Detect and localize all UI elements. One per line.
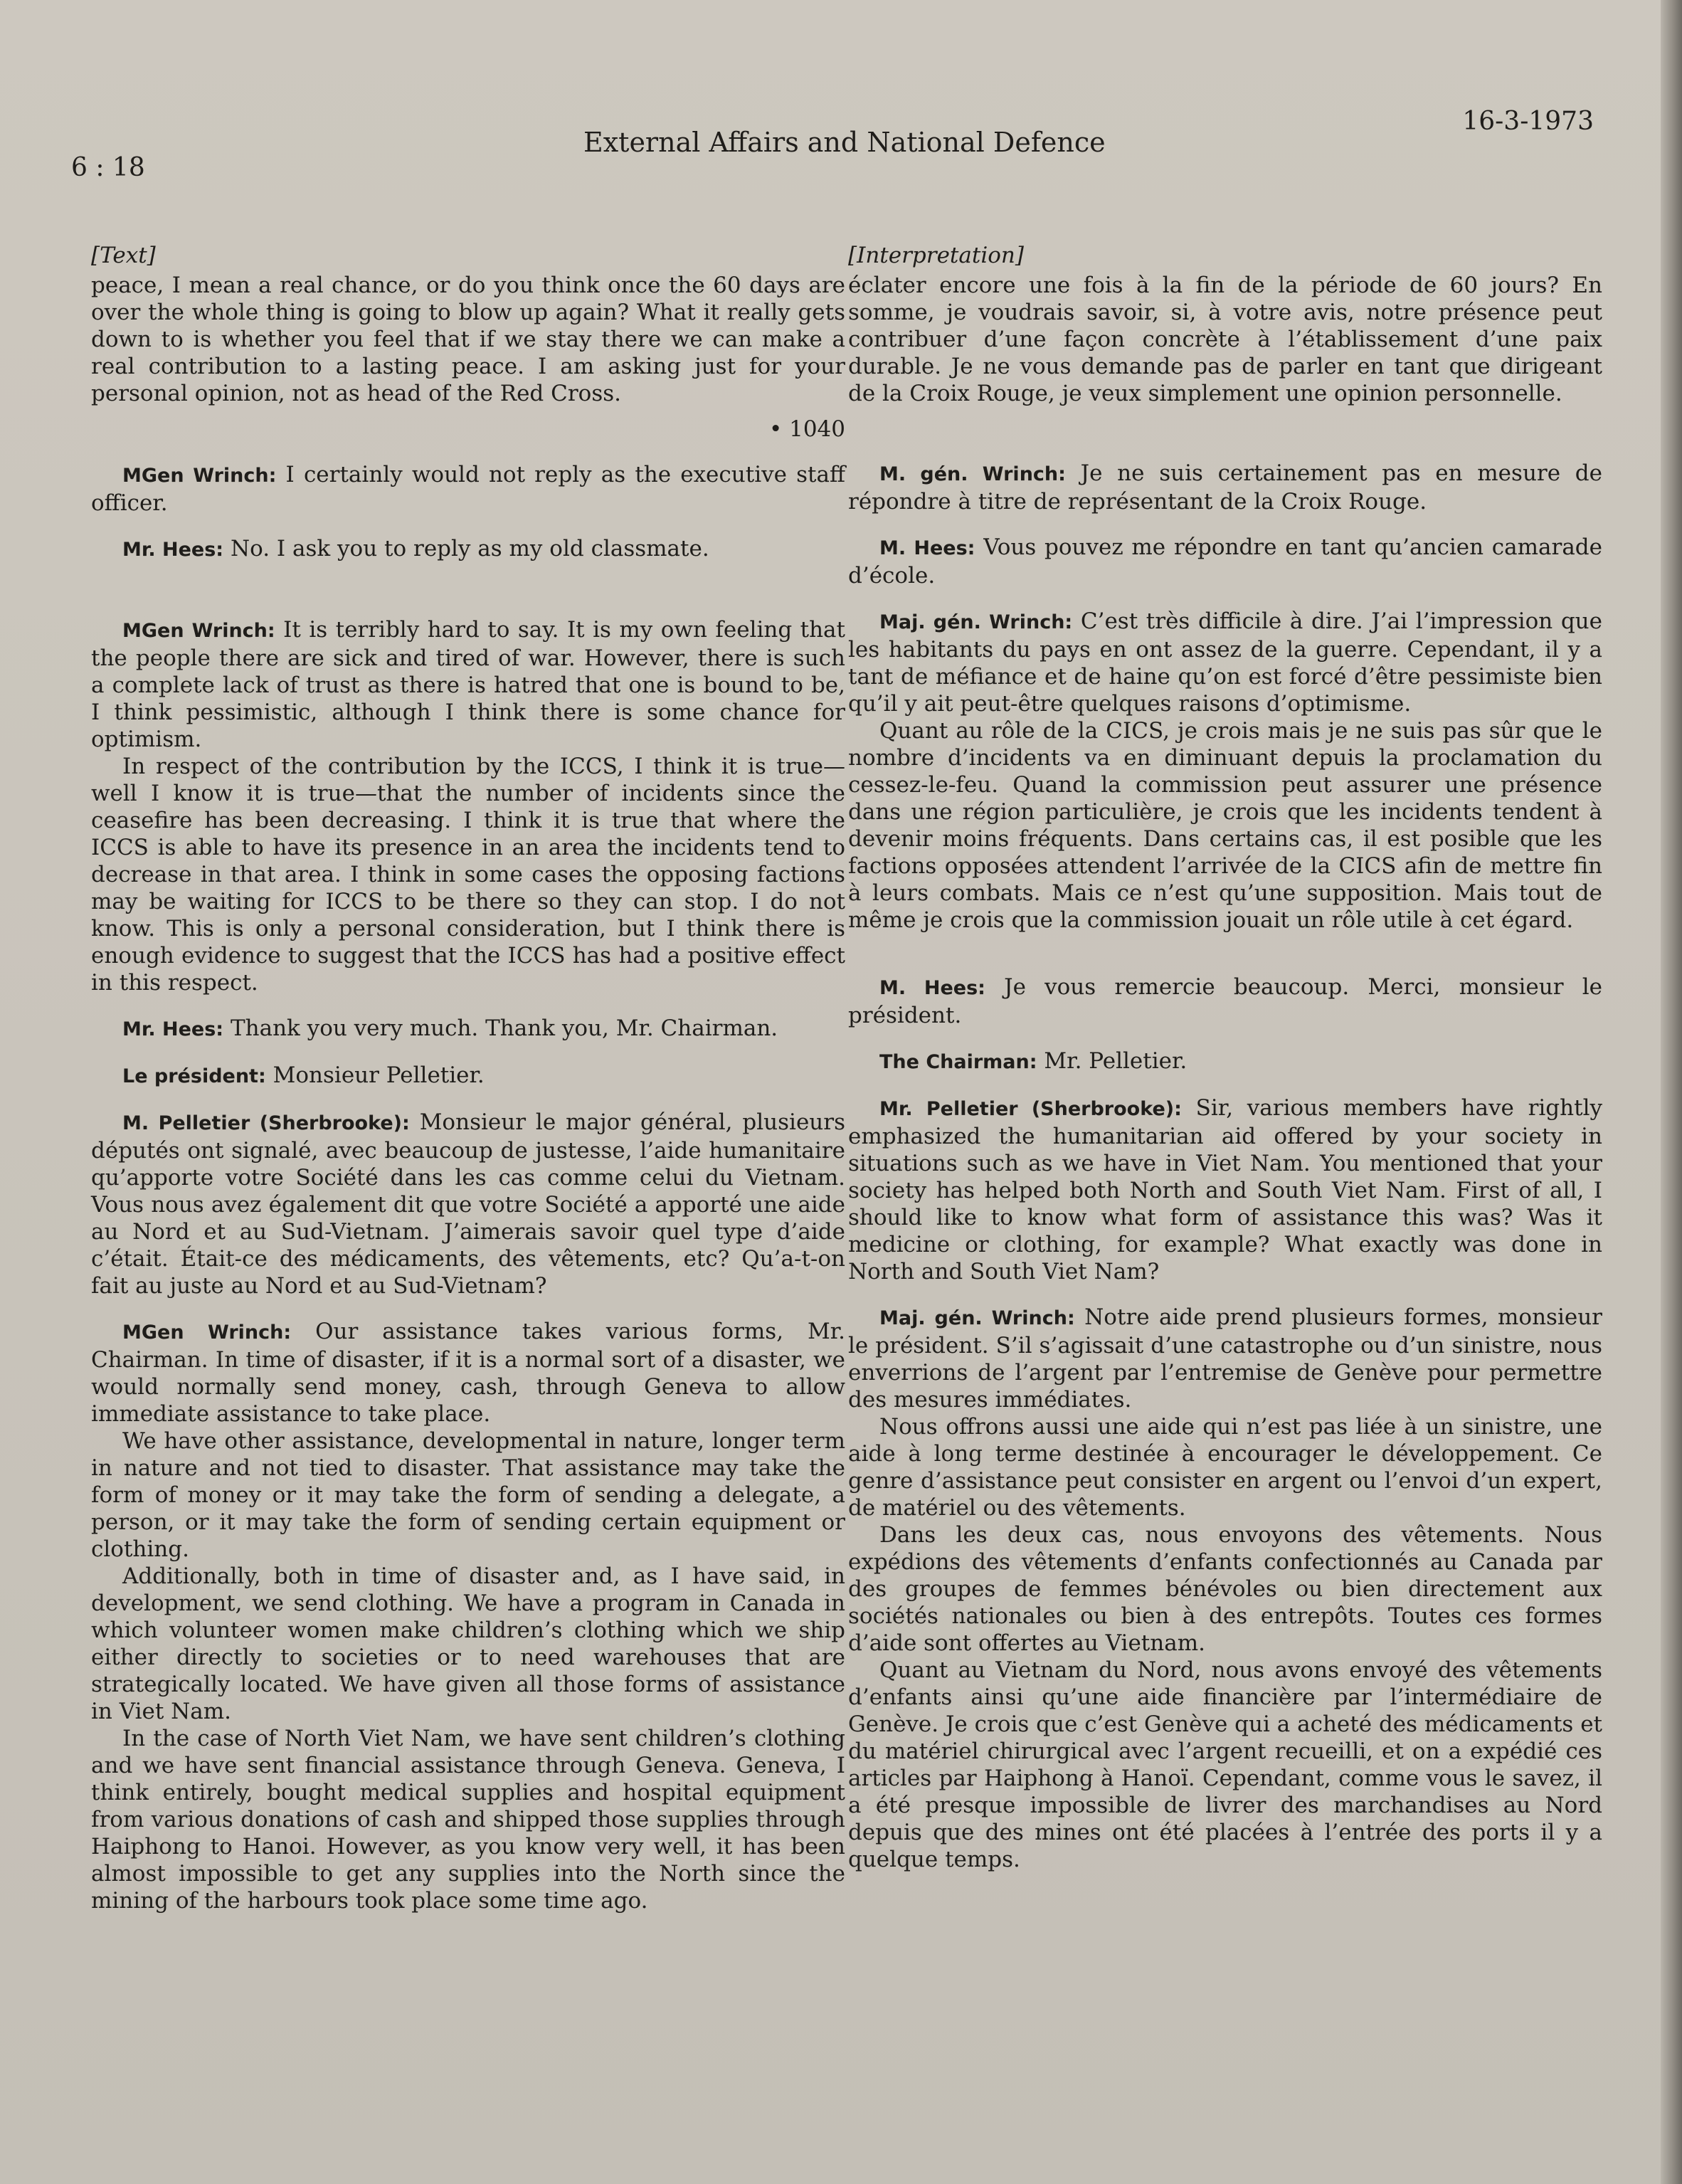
paragraph: Nous offrons aussi une aide qui n’est pas liée à un sinistre, une aide à long terme destinée à encourager le développement. Ce genre d’assistance peut consister en argent ou l’envoi d’un expert, de matériel ou des vêtements. bbox=[848, 1414, 1602, 1521]
paragraph: Dans les deux cas, nous envoyons des vêtements. Nous expédions des vêtements d’enfants confectionnés au Canada par des groupes de femmes bénévoles ou bien directement aux sociétés nationales ou bien à des entrepôts. Toutes ces formes d’aide sont offertes au Vietnam. bbox=[848, 1522, 1602, 1656]
speaker-name: Mr. Hees: bbox=[122, 1018, 224, 1040]
speaker-name: M. Hees: bbox=[879, 537, 975, 559]
speech-text: Monsieur Pelletier. bbox=[265, 1062, 485, 1088]
speech-text: Je vous remercie beaucoup. Merci, monsieur le président. bbox=[848, 974, 1602, 1028]
session-date: 16-3-1973 bbox=[1462, 107, 1594, 136]
speech bbox=[91, 461, 845, 517]
speech bbox=[848, 974, 1602, 1029]
interpretation-column bbox=[848, 242, 1602, 2092]
time-marker: • 1040 bbox=[768, 416, 845, 442]
speech-text: Notre aide prend plusieurs formes, monsieur le président. S’il s’agissait d’une catastrophe ou d’un sinistre, nous enverrions de l’argent par l’entremise de Genève pour permettre des mesures immédiates. bbox=[848, 1304, 1603, 1413]
speech bbox=[848, 534, 1602, 589]
speaker-name: MGen Wrinch: bbox=[122, 620, 275, 642]
speech-text: Thank you very much. Thank you, Mr. Chairman. bbox=[223, 1015, 778, 1041]
speaker-name: The Chairman: bbox=[879, 1051, 1037, 1073]
column-label: [Interpretation] bbox=[848, 243, 1024, 268]
speech bbox=[91, 1062, 845, 1090]
page-binding-shadow bbox=[1661, 0, 1682, 2184]
speech-text: Je ne suis certainement pas en mesure de répondre à titre de représentant de la Croix Rouge. bbox=[848, 460, 1602, 515]
speech-text: Vous pouvez me répondre en tant qu’ancien camarade d’école. bbox=[848, 534, 1602, 589]
paragraph: Quant au Vietnam du Nord, nous avons envoyé des vêtements d’enfants ainsi qu’une aide financière par l’intermédiaire de Genève. Je crois que c’est Genève qui a acheté des médicaments et du matériel chirurgical avec l’argent recueilli, et on a expédié ces articles par Haiphong à Hanoï. Cependant, comme vous le savez, il a été presque impossible de livrer des marchandises au Nord depuis que des mines ont été placées à l’entrée des ports il y a quelque temps. bbox=[848, 1657, 1602, 1872]
speaker-name: MGen Wrinch: bbox=[122, 465, 277, 487]
speaker-name: M. gén. Wrinch: bbox=[879, 463, 1066, 485]
english-column bbox=[91, 242, 845, 2092]
speaker-name: Le président: bbox=[122, 1065, 266, 1087]
speaker-name: MGen Wrinch: bbox=[122, 1322, 292, 1344]
paragraph: peace, I mean a real chance, or do you think once the 60 days are over the whole thing is going to blow up again? What it really gets down to is whether you feel that if we stay there we can make a real contribution to a lasting peace. I am asking just for your personal opinion, not as head of the Red Cross. bbox=[91, 273, 845, 406]
speech bbox=[91, 1318, 845, 1428]
running-title: External Affairs and National Defence bbox=[583, 127, 1106, 158]
speaker-name: Mr. Pelletier (Sherbrooke): bbox=[879, 1098, 1182, 1120]
speaker-name: M. Pelletier (Sherbrooke): bbox=[122, 1112, 410, 1134]
speech-text: It is terribly hard to say. It is my own feeling that the people there are sick and tired of war. However, there is such a complete lack of trust as there is hatred that one is bound to be, I think pessimistic, although I think there is some chance for optimism. bbox=[91, 617, 845, 752]
speech bbox=[91, 1015, 845, 1043]
speech bbox=[91, 535, 845, 564]
speech bbox=[848, 460, 1602, 515]
speaker-name: Maj. gén. Wrinch: bbox=[879, 611, 1073, 633]
speech-text: C’est très difficile à dire. J’ai l’impression que les habitants du pays en ont assez de la guerre. Cependant, il y a tant de méfiance et de haine qu’on est forcé d’être pessimiste bien qu’il y ait peut-être quelques raisons d’optimisme. bbox=[848, 608, 1602, 717]
speech bbox=[91, 616, 845, 753]
speaker-name: Mr. Hees: bbox=[122, 539, 224, 561]
speech bbox=[848, 1094, 1602, 1285]
speech-text: Mr. Pelletier. bbox=[1037, 1048, 1188, 1074]
speech bbox=[91, 1109, 845, 1299]
column-label: [Text] bbox=[91, 243, 156, 268]
speaker-name: Maj. gén. Wrinch: bbox=[879, 1307, 1075, 1329]
speaker-name: M. Hees: bbox=[879, 977, 985, 999]
speech-text: Monsieur le major général, plusieurs députés ont signalé, avec beaucoup de justesse, l’aide humanitaire qu’apporte votre Société dans les cas comme celui du Vietnam. Vous nous avez également dit que votre Société a apporté une aide au Nord et au Sud-Vietnam. J’aimerais savoir quel type d’aide c’était. Était-ce des médicaments, des vêtements, etc? Qu’a-t-on fait au juste au Nord et au Sud-Vietnam? bbox=[91, 1109, 846, 1299]
page-header bbox=[71, 107, 1594, 185]
speech-text: Sir, various members have rightly emphasized the humanitarian aid offered by your society in situations such as we have in Viet Nam. You mentioned that your society has helped both North and South Viet Nam. First of all, I should like to know what form of assistance this was? Was it medicine or clothing, for example? What exactly was done in North and South Viet Nam? bbox=[848, 1095, 1602, 1284]
paragraph: We have other assistance, developmental in nature, longer term in nature and not tied to disaster. That assistance may take the form of money or it may take the form of sending a delegate, a person, or it may take the form of sending certain equipment or clothing. bbox=[91, 1428, 845, 1562]
speech bbox=[848, 608, 1602, 717]
speech bbox=[848, 1048, 1602, 1076]
page-number: 6 : 18 bbox=[71, 153, 145, 182]
speech bbox=[848, 1304, 1602, 1413]
paragraph: Quant au rôle de la CICS, je crois mais je ne suis pas sûr que le nombre d’incidents va en diminuant depuis la proclamation du cessez-le-feu. Quand la commission peut assurer une présence dans une région particulière, je crois que les incidents tendent à devenir moins fréquents. Dans certains cas, il est posible que les factions opposées attendent l’arrivée de la CICS afin de mettre fin à leurs combats. Mais ce n’est qu’une supposition. Mais tout de même je crois que la commission jouait un rôle utile à cet égard. bbox=[848, 718, 1602, 933]
paragraph: éclater encore une fois à la fin de la période de 60 jours? En somme, je voudrais savoir, si, à votre avis, notre présence peut contribuer d’une façon concrète à l’établissement d’une paix durable. Je ne vous demande pas de parler en tant que dirigeant de la Croix Rouge, je veux simplement une opinion personnelle. bbox=[848, 273, 1602, 406]
paragraph: In respect of the contribution by the ICCS, I think it is true—well I know it is true—that the number of incidents since the ceasefire has been decreasing. I think it is true that where the ICCS is able to have its presence in an area the incidents tend to decrease in that area. I think in some cases the opposing factions may be waiting for ICCS to be there so they can stop. I do not know. This is only a personal consideration, but I think there is enough evidence to suggest that the ICCS has had a positive effect in this respect. bbox=[91, 754, 845, 996]
paragraph: In the case of North Viet Nam, we have sent children’s clothing and we have sent financial assistance through Geneva. Geneva, I think entirely, bought medical supplies and hospital equipment from various donations of cash and shipped those supplies through Haiphong to Hanoi. However, as you know very well, it has been almost impossible to get any supplies into the North since the mining of the harbours took place some time ago. bbox=[91, 1726, 845, 1914]
speech-text: I certainly would not reply as the executive staff officer. bbox=[91, 462, 845, 516]
speech-text: Our assistance takes various forms, Mr. Chairman. In time of disaster, if it is a normal sort of a disaster, we would normally send money, cash, through Geneva to allow immediate assistance to take place. bbox=[91, 1319, 845, 1427]
speech-text: No. I ask you to reply as my old classmate. bbox=[223, 536, 709, 561]
paragraph: Additionally, both in time of disaster and, as I have said, in development, we send clothing. We have a program in Canada in which volunteer women make children’s clothing which we ship either directly to societies or to need warehouses that are strategically located. We have given all those forms of assistance in Viet Nam. bbox=[91, 1563, 845, 1724]
